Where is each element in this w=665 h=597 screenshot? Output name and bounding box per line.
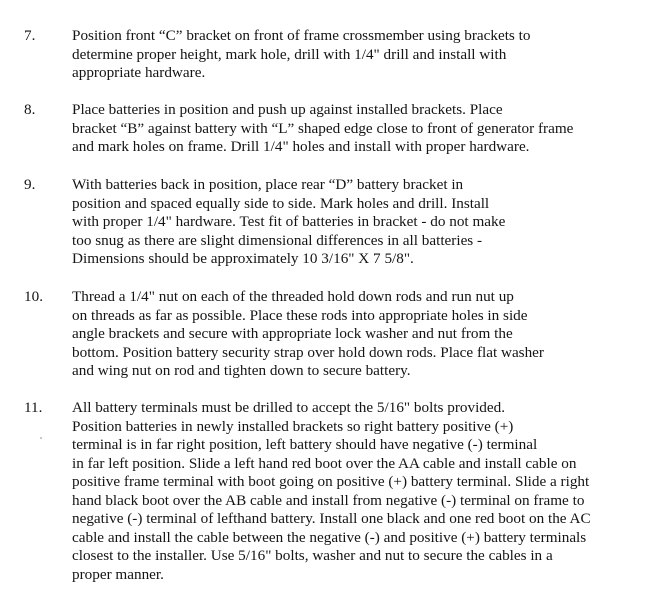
- step-line: All battery terminals must be drilled to accept the 5/16" bolts provided.: [72, 399, 506, 416]
- step-line: Place batteries in position and push up against installed brackets. Place: [72, 101, 503, 118]
- step-line: Position front “C” bracket on front of frame crossmember using brackets to: [72, 27, 531, 44]
- step-line: Dimensions should be approximately 10 3/16" X 7 5/8".: [72, 250, 414, 267]
- step-line: positive frame terminal with boot going on positive (+) battery terminal. Slide a right: [72, 473, 590, 490]
- step-line: in far left position. Slide a left hand red boot over the AA cable and install cable on: [72, 454, 577, 472]
- step-line: cable and install the cable between the negative (-) and positive (+) battery terminals: [72, 528, 587, 546]
- step-line: negative (-) terminal of lefthand battery. Install one black and one red boot on the AC: [72, 510, 591, 527]
- step-number: 7.: [24, 27, 36, 44]
- step-line: bottom. Position battery security strap over hold down rods. Place flat washer: [72, 343, 544, 361]
- step-text: [72, 288, 662, 381]
- step-number: 10.: [24, 288, 43, 305]
- step-line: determine proper height, mark hole, drill with 1/4" drill and install with: [72, 45, 507, 63]
- step-line: position and spaced equally side to side. Mark holes and drill. Install: [72, 194, 490, 212]
- step-line: closest to the installer. Use 5/16" bolts, washer and nut to secure the cables in a: [72, 547, 553, 564]
- step-number: 9.: [24, 176, 36, 193]
- step-line: too snug as there are slight dimensional differences in all batteries -: [72, 231, 483, 249]
- step-text: [72, 399, 662, 584]
- step-line: angle brackets and secure with appropriate lock washer and nut from the: [72, 325, 513, 342]
- step-line: appropriate hardware.: [72, 64, 206, 81]
- step-line: and mark holes on frame. Drill 1/4" holes and install with proper hardware.: [72, 138, 530, 155]
- step-text: [72, 176, 662, 269]
- step-line: on threads as far as possible. Place these rods into appropriate holes in side: [72, 306, 528, 324]
- scan-speck: [40, 437, 42, 439]
- step-line: proper manner.: [72, 565, 164, 583]
- step-line: with proper 1/4" hardware. Test fit of batteries in bracket - do not make: [72, 213, 506, 230]
- step-number: 11.: [24, 399, 43, 416]
- step-line: hand black boot over the AB cable and install from negative (-) terminal on frame to: [72, 491, 585, 509]
- step-line: Position batteries in newly installed brackets so right battery positive (+): [72, 417, 514, 435]
- step-line: With batteries back in position, place rear “D” battery bracket in: [72, 176, 464, 193]
- step-number: 8.: [24, 101, 36, 118]
- step-line: and wing nut on rod and tighten down to secure battery.: [72, 362, 411, 379]
- step-text: [72, 101, 662, 157]
- step-line: bracket “B” against battery with “L” shaped edge close to front of generator frame: [72, 119, 574, 137]
- step-line: terminal is in far right position, left battery should have negative (-) terminal: [72, 436, 538, 453]
- step-text: [72, 27, 662, 83]
- step-line: Thread a 1/4" nut on each of the threaded hold down rods and run nut up: [72, 288, 514, 305]
